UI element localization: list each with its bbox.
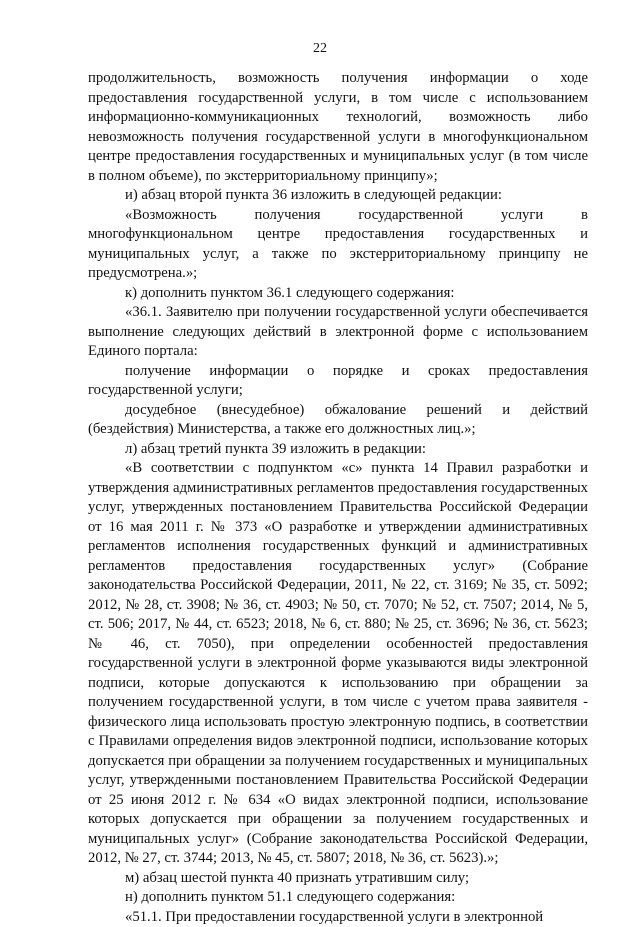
paragraph-amendment-n: н) дополнить пунктом 51.1 следующего содержания: [88, 888, 588, 908]
paragraph-list-item-appeal: досудебное (внесудебное) обжалование решений и действий (бездействия) Министерства, а также его должностных лиц.»; [88, 401, 588, 440]
paragraph-quote-36-1: «36.1. Заявителю при получении государственной услуги обеспечивается выполнение следующих действий в электронной форме с использованием Единого портала: [88, 303, 588, 362]
page-number: 22 [0, 40, 640, 58]
paragraph-quote-51-1: «51.1. При предоставлении государственной услуги в электронной [88, 908, 588, 927]
document-body [88, 69, 588, 927]
paragraph-quote-36: «Возможность получения государственной услуги в многофункциональном центре предоставления государственных и муниципальных услуг, а также по экстерриториальному принципу не предусмотрена.»; [88, 206, 588, 284]
paragraph-amendment-l: л) абзац третий пункта 39 изложить в редакции: [88, 440, 588, 460]
paragraph-amendment-i: и) абзац второй пункта 36 изложить в следующей редакции: [88, 186, 588, 206]
paragraph-amendment-k: к) дополнить пунктом 36.1 следующего содержания: [88, 284, 588, 304]
paragraph-list-item-info: получение информации о порядке и сроках предоставления государственной услуги; [88, 362, 588, 401]
paragraph-amendment-m: м) абзац шестой пункта 40 признать утратившим силу; [88, 869, 588, 889]
paragraph-continuation: продолжительность, возможность получения информации о ходе предоставления государственной услуги, в том числе с использованием информационно-коммуникационных технологий, возможность либо невозможность получения государственной услуги в многофункциональном центре предоставления государственных и муниципальных услуг (в том числе в полном объеме), по экстерриториальному принципу»; [88, 69, 588, 186]
paragraph-quote-39: «В соответствии с подпунктом «с» пункта 14 Правил разработки и утверждения административных регламентов предоставления государственных услуг, утвержденных постановлением Правительства Российской Федерации от 16 мая 2011 г. № 373 «О разработке и утверждении административных регламентов исполнения государственных функций и административных регламентов предоставления государственных услуг» (Собрание законодательства Российской Федерации, 2011, № 22, ст. 3169; № 35, ст. 5092; 2012, № 28, ст. 3908; № 36, ст. 4903; № 50, ст. 7070; № 52, ст. 7507; 2014, № 5, ст. 506; 2017, № 44, ст. 6523; 2018, № 6, ст. 880; № 25, ст. 3696; № 36, ст. 5623; № 46, ст. 7050), при определении особенностей предоставления государственной услуги в электронной форме указываются виды электронной подписи, которые допускаются к использованию при обращении за получением государственной услуги, в том числе с учетом права заявителя - физического лица использовать простую электронную подпись, в соответствии с Правилами определения видов электронной подписи, использование которых допускается при обращении за получением государственных и муниципальных услуг, утвержденными постановлением Правительства Российской Федерации от 25 июня 2012 г. № 634 «О видах электронной подписи, использование которых допускается при обращении за получением государственных и муниципальных услуг» (Собрание законодательства Российской Федерации, 2012, № 27, ст. 3744; 2013, № 45, ст. 5807; 2018, № 36, ст. 5623).»; [88, 459, 588, 869]
